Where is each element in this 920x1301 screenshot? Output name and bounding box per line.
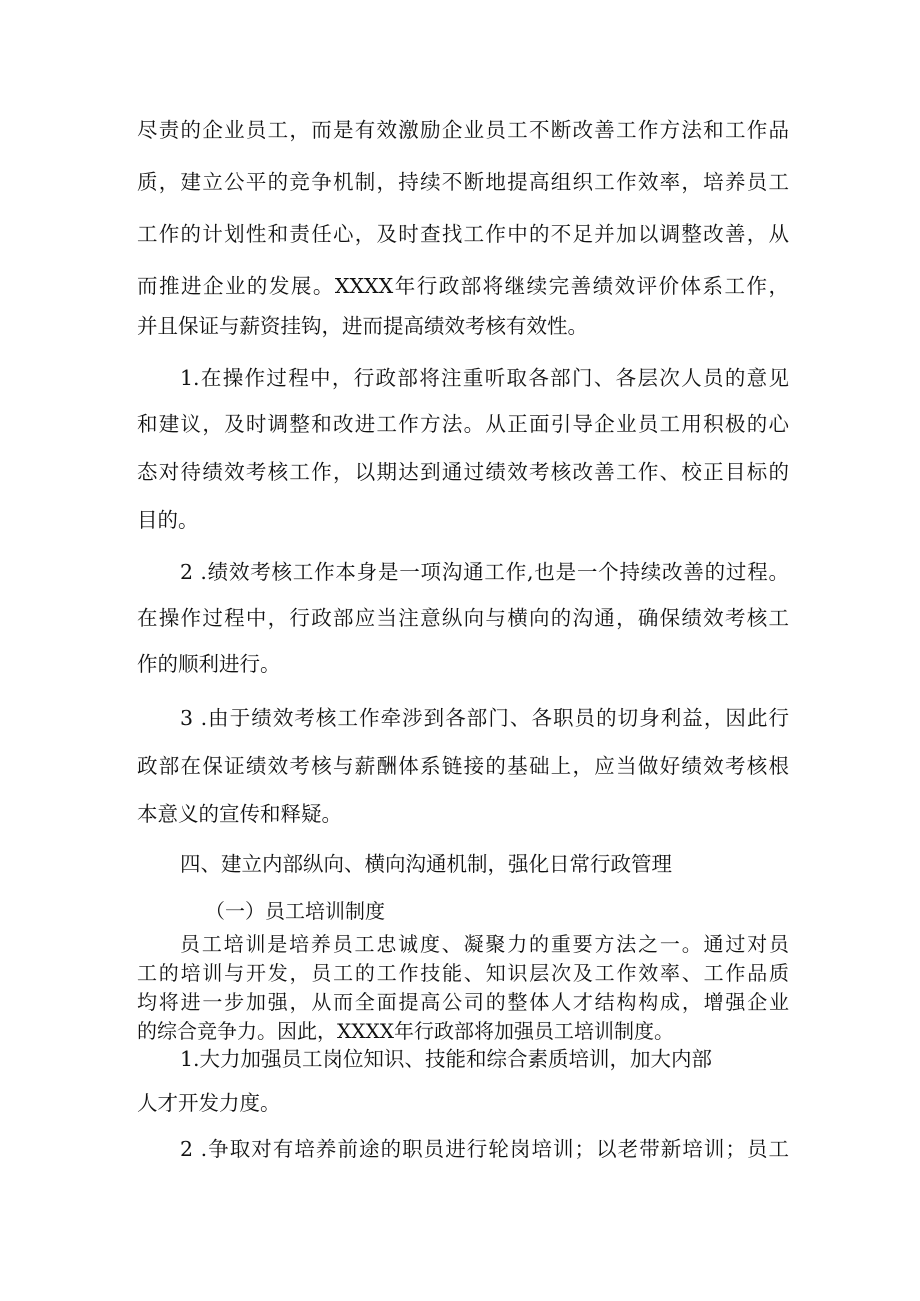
text-line: 均将进一步加强，从而全面提高公司的整体人才结构构成，增强企业 [137,990,789,1014]
text-line: 1.大力加强员工岗位知识、技能和综合素质培训，加大内部 [180,1047,713,1071]
text-line: 1.在操作过程中，行政部将注重听取各部门、各层次人员的意见 [180,366,789,390]
text-line: 政部在保证绩效考核与薪酬体系链接的基础上，应当做好绩效考核根 [137,754,789,778]
subsection-heading: （一）员工培训制度 [205,899,385,923]
text-line: 工的培训与开发，员工的工作技能、知识层次及工作效率、工作品质 [137,961,789,985]
text-line: 态对待绩效考核工作，以期达到通过绩效考核改善工作、校正目标的 [137,460,789,484]
text-line: 的综合竞争力。因此，XXXX年行政部将加强员工培训制度。 [137,1019,674,1043]
text-line: 目的。 [137,508,199,532]
text-line: 在操作过程中，行政部应当注意纵向与横向的沟通，确保绩效考核工 [137,606,789,630]
text-line: 2 .争取对有培养前途的职员进行轮岗培训；以老带新培训；员工 [180,1137,789,1161]
text-line: 和建议，及时调整和改进工作方法。从正面引导企业员工用积极的心 [137,412,789,436]
text-line: 员工培训是培养员工忠诚度、凝聚力的重要方法之一。通过对员 [180,932,789,956]
section-heading: 四、建立内部纵向、横向沟通机制，强化日常行政管理 [180,852,672,876]
text-line: 尽责的企业员工，而是有效激励企业员工不断改善工作方法和工作品 [137,118,789,142]
text-line: 工作的计划性和责任心，及时查找工作中的不足并加以调整改善，从 [137,222,789,246]
text-line: 质，建立公平的竞争机制，持续不断地提高组织工作效率，培养员工 [137,170,789,194]
text-line: 而推进企业的发展。XXXX年行政部将继续完善绩效评价体系工作， [137,274,789,298]
text-line: 本意义的宣传和释疑。 [137,802,342,826]
text-line: 人才开发力度。 [137,1091,281,1115]
text-line: 3 .由于绩效考核工作牵涉到各部门、各职员的切身利益，因此行 [180,706,789,730]
text-line: 作的顺利进行。 [137,652,281,676]
text-line: 2 .绩效考核工作本身是一项沟通工作,也是一个持续改善的过程。 [180,560,789,584]
text-line: 并且保证与薪资挂钩，进而提高绩效考核有效性。 [137,314,588,338]
